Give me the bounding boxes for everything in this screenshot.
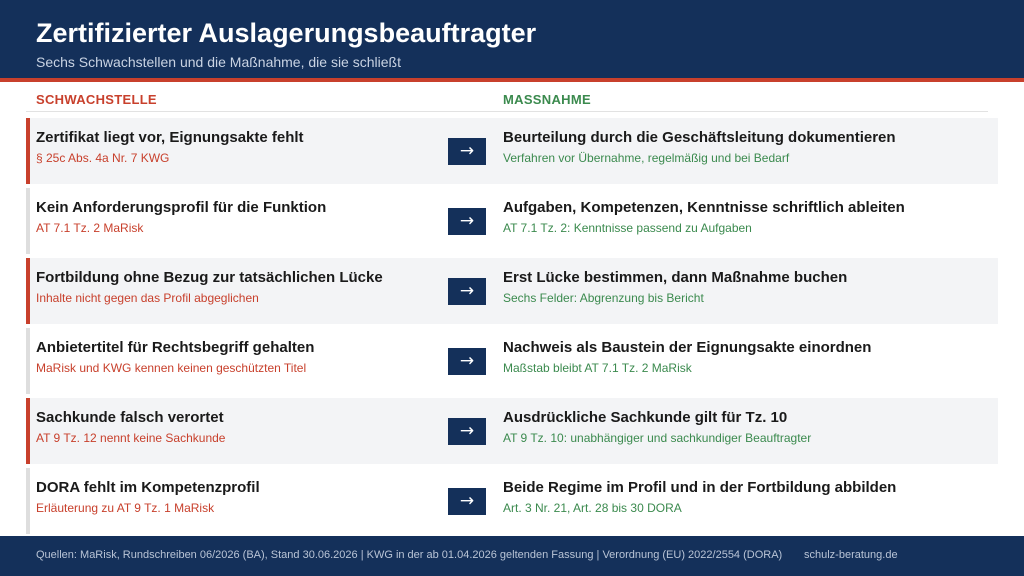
list-item xyxy=(26,328,998,394)
arrow-right-icon: → xyxy=(448,278,486,305)
measure-reference: AT 7.1 Tz. 2: Kenntnisse passend zu Aufgaben xyxy=(503,221,752,235)
measure-title: Nachweis als Baustein der Eignungsakte einordnen xyxy=(503,339,872,356)
weakness-reference: Erläuterung zu AT 9 Tz. 1 MaRisk xyxy=(36,501,215,515)
list-item xyxy=(26,188,998,254)
weakness-reference: AT 7.1 Tz. 2 MaRisk xyxy=(36,221,144,235)
arrow-right-icon: → xyxy=(448,138,486,165)
measure-reference: Art. 3 Nr. 21, Art. 28 bis 30 DORA xyxy=(503,501,682,515)
weakness-title: DORA fehlt im Kompetenzprofil xyxy=(36,479,260,496)
footer-sources: Quellen: MaRisk, Rundschreiben 06/2026 (BA), Stand 30.06.2026 | KWG in der ab 01.04.2026 geltenden Fassung | Verordnung (EU) 2022/2554 (DORA) xyxy=(36,549,783,561)
measure-title: Ausdrückliche Sachkunde gilt für Tz. 10 xyxy=(503,409,788,426)
column-divider xyxy=(26,111,988,112)
arrow-right-icon: → xyxy=(448,208,486,235)
row-accent-bar xyxy=(26,188,30,254)
column-header-measure: MASSNAHME xyxy=(503,92,591,107)
weakness-reference: § 25c Abs. 4a Nr. 7 KWG xyxy=(36,151,170,165)
measure-title: Erst Lücke bestimmen, dann Maßnahme buchen xyxy=(503,269,848,286)
row-accent-bar xyxy=(26,398,30,464)
measure-reference: Verfahren vor Übernahme, regelmäßig und bei Bedarf xyxy=(503,151,790,165)
weakness-reference: Inhalte nicht gegen das Profil abgeglichen xyxy=(36,291,259,305)
header-accent-line xyxy=(0,78,1024,82)
weakness-title: Anbietertitel für Rechtsbegriff gehalten xyxy=(36,339,315,356)
list-item xyxy=(26,398,998,464)
weakness-title: Zertifikat liegt vor, Eignungsakte fehlt xyxy=(36,129,304,146)
measure-title: Beurteilung durch die Geschäftsleitung dokumentieren xyxy=(503,129,896,146)
weakness-reference: AT 9 Tz. 12 nennt keine Sachkunde xyxy=(36,431,226,445)
weakness-title: Fortbildung ohne Bezug zur tatsächlichen Lücke xyxy=(36,269,383,286)
row-accent-bar xyxy=(26,328,30,394)
column-header-weakness: SCHWACHSTELLE xyxy=(36,92,157,107)
rows-list xyxy=(26,118,998,538)
weakness-title: Kein Anforderungsprofil für die Funktion xyxy=(36,199,327,216)
measure-title: Beide Regime im Profil und in der Fortbildung abbilden xyxy=(503,479,897,496)
page-subtitle: Sechs Schwachstellen und die Maßnahme, die sie schließt xyxy=(36,54,401,70)
header-banner xyxy=(0,0,1024,78)
arrow-right-icon: → xyxy=(448,418,486,445)
row-accent-bar xyxy=(26,258,30,324)
arrow-right-icon: → xyxy=(448,488,486,515)
footer-bar xyxy=(0,536,1024,576)
row-accent-bar xyxy=(26,468,30,534)
list-item xyxy=(26,258,998,324)
page-title: Zertifizierter Auslagerungsbeauftragter xyxy=(36,18,537,48)
measure-title: Aufgaben, Kompetenzen, Kenntnisse schriftlich ableiten xyxy=(503,199,905,216)
row-accent-bar xyxy=(26,118,30,184)
list-item xyxy=(26,118,998,184)
footer-website: schulz-beratung.de xyxy=(804,549,898,561)
list-item xyxy=(26,468,998,534)
weakness-title: Sachkunde falsch verortet xyxy=(36,409,224,426)
measure-reference: Sechs Felder: Abgrenzung bis Bericht xyxy=(503,291,704,305)
measure-reference: Maßstab bleibt AT 7.1 Tz. 2 MaRisk xyxy=(503,361,692,375)
arrow-right-icon: → xyxy=(448,348,486,375)
measure-reference: AT 9 Tz. 10: unabhängiger und sachkundiger Beauftragter xyxy=(503,431,812,445)
weakness-reference: MaRisk und KWG kennen keinen geschützten Titel xyxy=(36,361,307,375)
